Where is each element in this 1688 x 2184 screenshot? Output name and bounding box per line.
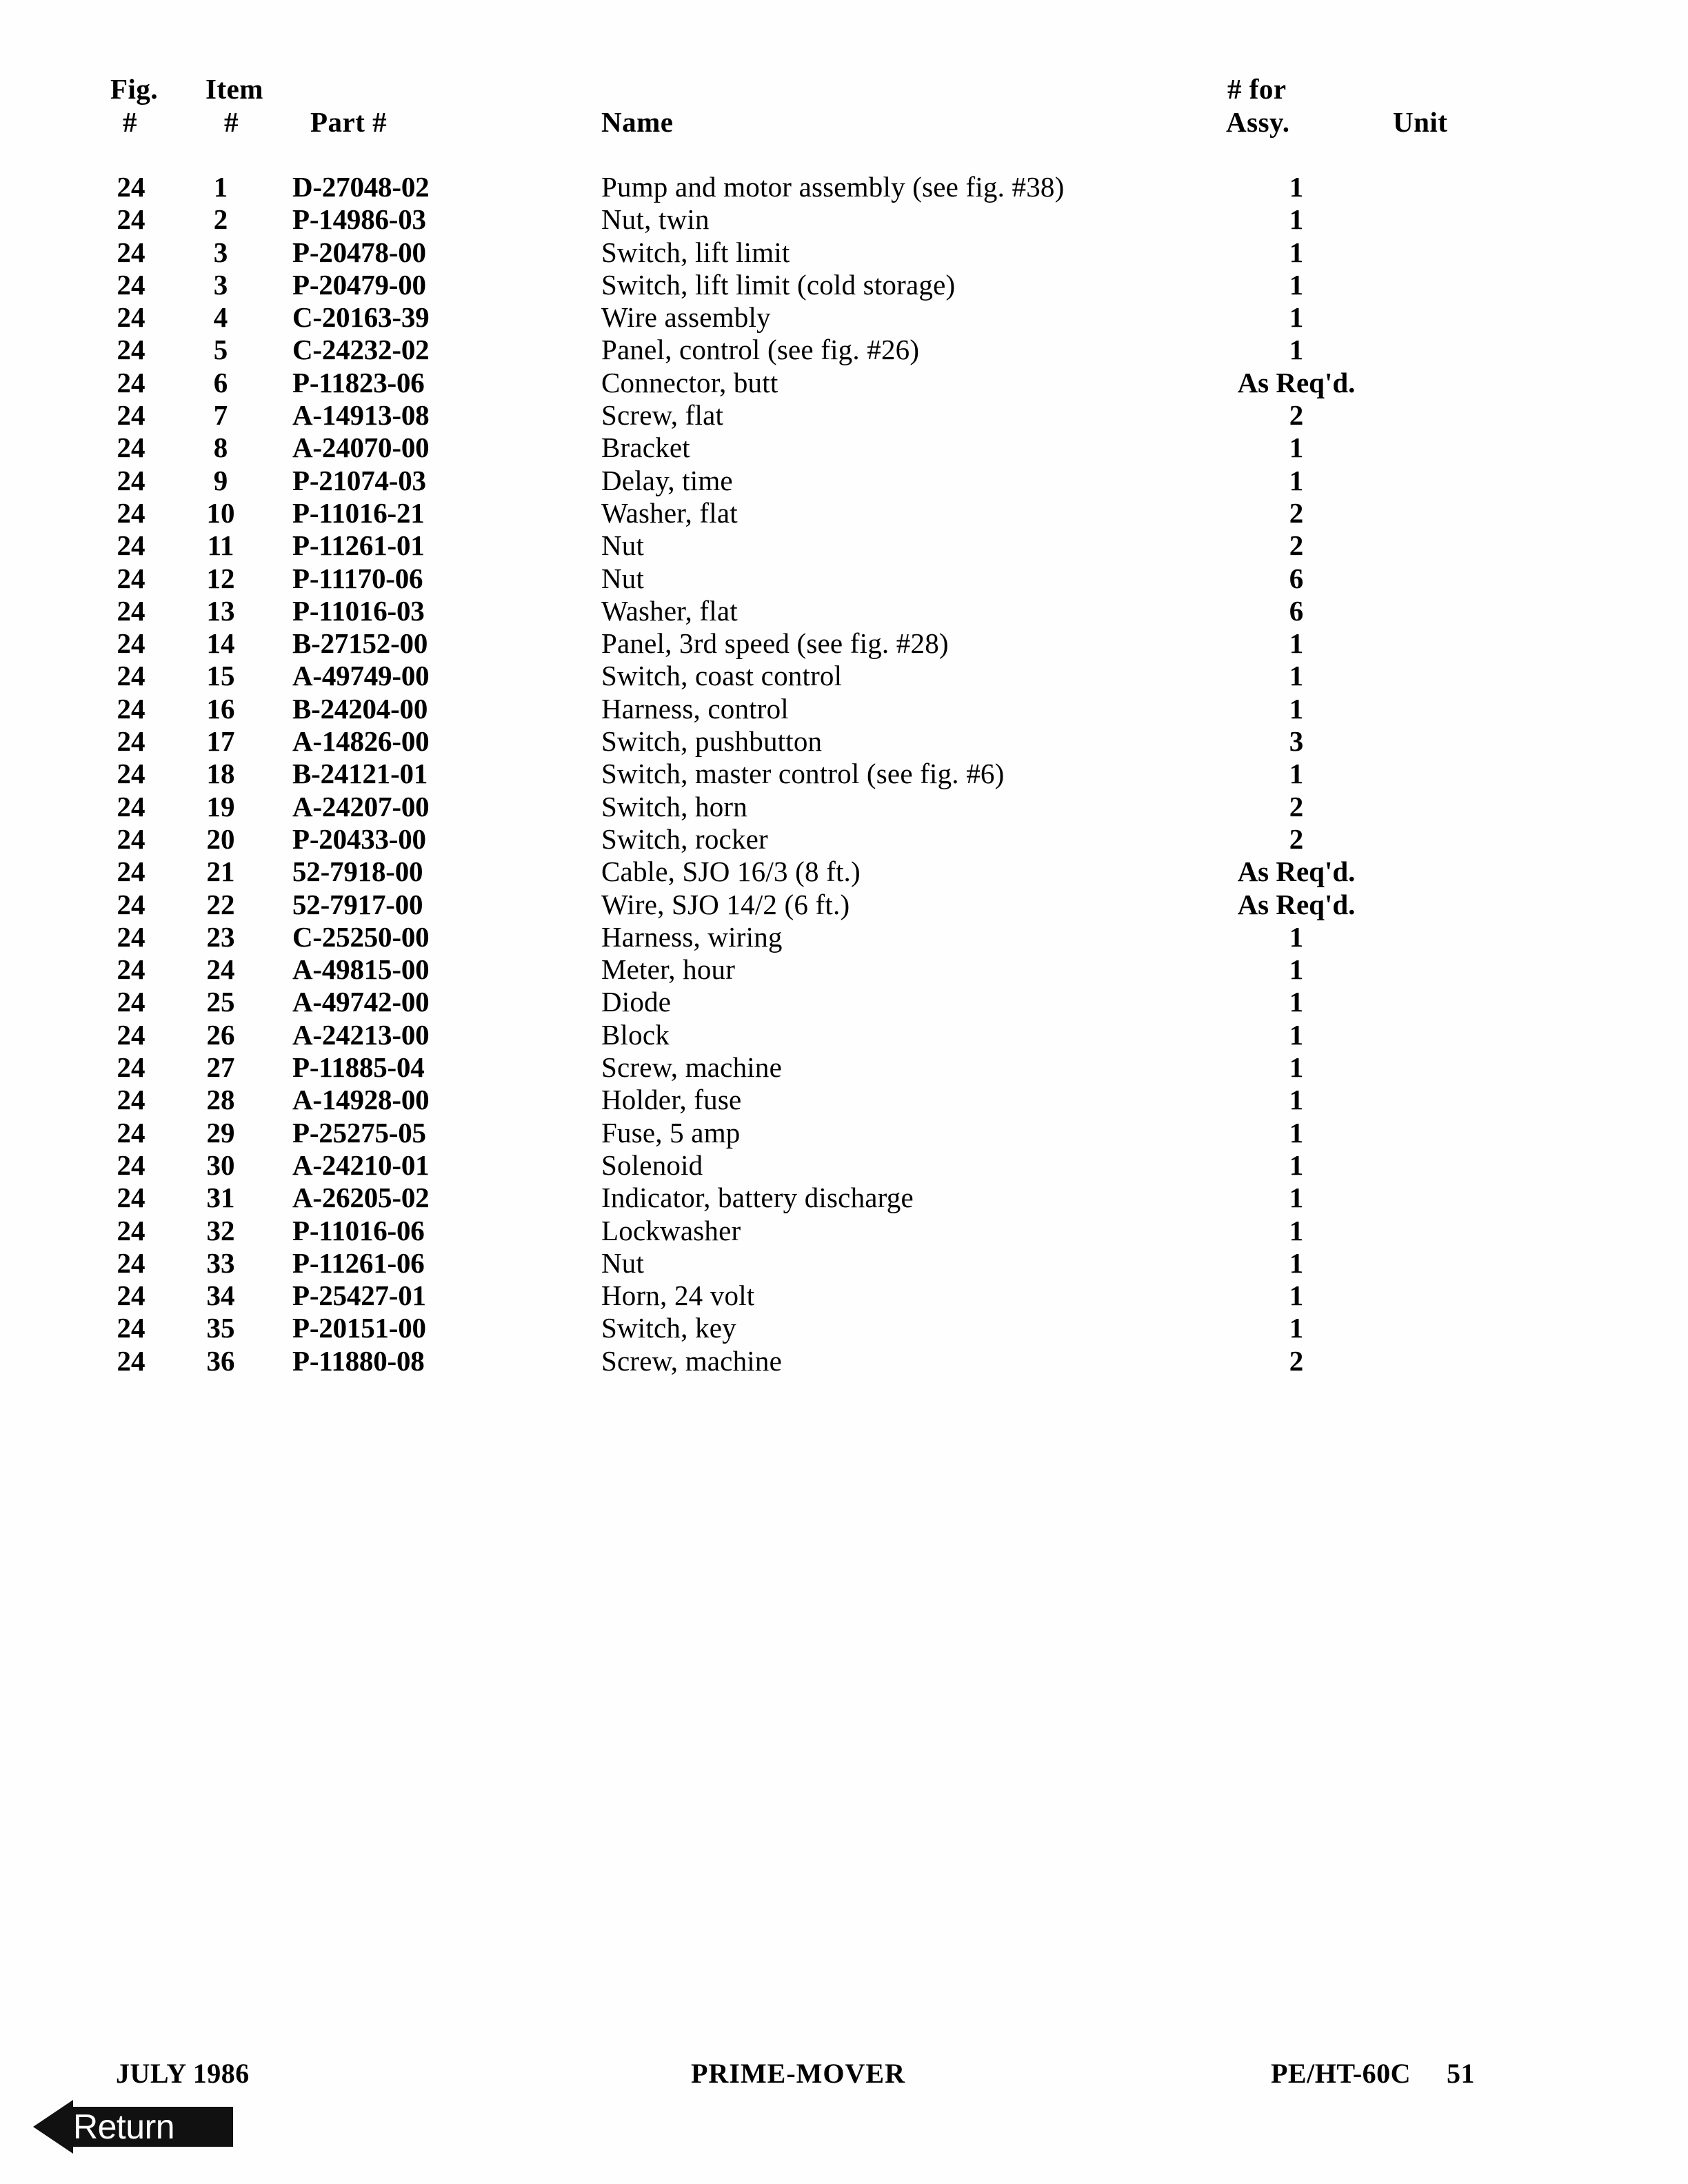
table-row bbox=[0, 1051, 1688, 1084]
cell-item-number: 19 bbox=[206, 790, 235, 822]
cell-fig-number: 24 bbox=[117, 366, 145, 398]
cell-fig-number: 24 bbox=[117, 758, 145, 790]
cell-fig-number: 24 bbox=[117, 1246, 145, 1279]
cell-qty-for-assy: 1 bbox=[1289, 1116, 1304, 1149]
table-row bbox=[0, 595, 1688, 627]
cell-qty-for-assy: As Req'd. bbox=[1237, 856, 1356, 888]
header-item-line2: # bbox=[224, 106, 239, 138]
cell-part-name: Switch, horn bbox=[601, 790, 747, 822]
table-header bbox=[0, 69, 1688, 159]
cell-qty-for-assy: 1 bbox=[1289, 1280, 1304, 1312]
cell-item-number: 4 bbox=[213, 301, 228, 334]
cell-part-name: Indicator, battery discharge bbox=[601, 1182, 914, 1214]
cell-item-number: 36 bbox=[206, 1344, 235, 1377]
table-row bbox=[0, 660, 1688, 692]
cell-qty-for-assy: 1 bbox=[1289, 171, 1304, 203]
cell-qty-for-assy: 1 bbox=[1289, 1246, 1304, 1279]
cell-fig-number: 24 bbox=[117, 660, 145, 692]
cell-part-number: A-49815-00 bbox=[292, 953, 430, 986]
cell-fig-number: 24 bbox=[117, 1116, 145, 1149]
cell-part-number: P-14986-03 bbox=[292, 203, 426, 236]
cell-part-number: P-11885-04 bbox=[292, 1051, 425, 1084]
cell-item-number: 30 bbox=[206, 1149, 235, 1181]
cell-part-number: B-24121-01 bbox=[292, 758, 428, 790]
cell-fig-number: 24 bbox=[117, 1344, 145, 1377]
cell-fig-number: 24 bbox=[117, 334, 145, 366]
cell-item-number: 35 bbox=[206, 1312, 235, 1344]
parts-table bbox=[0, 171, 1688, 1377]
cell-part-number: 52-7917-00 bbox=[292, 888, 423, 920]
table-row bbox=[0, 203, 1688, 236]
cell-fig-number: 24 bbox=[117, 236, 145, 268]
cell-part-number: 52-7918-00 bbox=[292, 856, 423, 888]
cell-part-number: P-25275-05 bbox=[292, 1116, 426, 1149]
cell-item-number: 28 bbox=[206, 1084, 235, 1116]
table-row bbox=[0, 823, 1688, 856]
header-assy-line2: Assy. bbox=[1226, 106, 1290, 138]
table-row bbox=[0, 529, 1688, 562]
cell-part-number: P-11016-03 bbox=[292, 594, 425, 627]
cell-part-name: Connector, butt bbox=[601, 366, 778, 398]
table-row bbox=[0, 1312, 1688, 1344]
cell-qty-for-assy: 1 bbox=[1289, 203, 1304, 236]
cell-fig-number: 24 bbox=[117, 986, 145, 1018]
cell-item-number: 22 bbox=[206, 888, 235, 920]
cell-part-name: Washer, flat bbox=[601, 594, 738, 627]
cell-item-number: 29 bbox=[206, 1116, 235, 1149]
cell-item-number: 10 bbox=[206, 496, 235, 529]
cell-fig-number: 24 bbox=[117, 1214, 145, 1246]
cell-qty-for-assy: 2 bbox=[1289, 790, 1304, 822]
cell-qty-for-assy: 1 bbox=[1289, 1149, 1304, 1181]
cell-part-number: P-11016-06 bbox=[292, 1214, 425, 1246]
table-row bbox=[0, 627, 1688, 660]
cell-item-number: 1 bbox=[213, 171, 228, 203]
cell-qty-for-assy: 1 bbox=[1289, 1051, 1304, 1084]
cell-qty-for-assy: 1 bbox=[1289, 692, 1304, 725]
table-row bbox=[0, 301, 1688, 334]
cell-item-number: 13 bbox=[206, 594, 235, 627]
cell-part-number: A-24213-00 bbox=[292, 1018, 430, 1051]
cell-item-number: 2 bbox=[213, 203, 228, 236]
cell-part-number: P-20433-00 bbox=[292, 822, 426, 855]
cell-fig-number: 24 bbox=[117, 562, 145, 594]
cell-fig-number: 24 bbox=[117, 529, 145, 562]
cell-qty-for-assy: As Req'd. bbox=[1237, 366, 1356, 398]
cell-item-number: 14 bbox=[206, 627, 235, 660]
table-row bbox=[0, 1084, 1688, 1116]
cell-item-number: 17 bbox=[206, 725, 235, 758]
cell-qty-for-assy: 1 bbox=[1289, 986, 1304, 1018]
cell-qty-for-assy: 1 bbox=[1289, 464, 1304, 496]
cell-part-name: Lockwasher bbox=[601, 1214, 741, 1246]
cell-qty-for-assy: 1 bbox=[1289, 1214, 1304, 1246]
cell-qty-for-assy: 1 bbox=[1289, 1018, 1304, 1051]
return-button[interactable] bbox=[33, 2100, 233, 2154]
table-row bbox=[0, 791, 1688, 823]
cell-part-number: C-24232-02 bbox=[292, 334, 430, 366]
cell-fig-number: 24 bbox=[117, 1084, 145, 1116]
cell-item-number: 26 bbox=[206, 1018, 235, 1051]
header-fig-line2: # bbox=[123, 106, 137, 138]
table-row bbox=[0, 889, 1688, 921]
table-row bbox=[0, 465, 1688, 497]
cell-qty-for-assy: 2 bbox=[1289, 822, 1304, 855]
table-row bbox=[0, 856, 1688, 888]
cell-item-number: 34 bbox=[206, 1280, 235, 1312]
cell-fig-number: 24 bbox=[117, 432, 145, 464]
cell-item-number: 23 bbox=[206, 920, 235, 953]
cell-part-name: Screw, flat bbox=[601, 399, 724, 432]
cell-part-name: Nut, twin bbox=[601, 203, 710, 236]
cell-fig-number: 24 bbox=[117, 171, 145, 203]
cell-fig-number: 24 bbox=[117, 496, 145, 529]
cell-item-number: 33 bbox=[206, 1246, 235, 1279]
cell-qty-for-assy: 2 bbox=[1289, 496, 1304, 529]
table-row bbox=[0, 1117, 1688, 1149]
cell-qty-for-assy: 6 bbox=[1289, 562, 1304, 594]
cell-part-number: A-14913-08 bbox=[292, 399, 430, 432]
cell-fig-number: 24 bbox=[117, 1280, 145, 1312]
cell-part-name: Washer, flat bbox=[601, 496, 738, 529]
table-row bbox=[0, 334, 1688, 366]
cell-part-name: Meter, hour bbox=[601, 953, 736, 986]
cell-part-number: A-49749-00 bbox=[292, 660, 430, 692]
table-row bbox=[0, 1280, 1688, 1312]
cell-qty-for-assy: 1 bbox=[1289, 1312, 1304, 1344]
cell-part-name: Diode bbox=[601, 986, 672, 1018]
cell-part-number: A-26205-02 bbox=[292, 1182, 430, 1214]
page-footer bbox=[0, 2057, 1688, 2112]
cell-part-name: Switch, coast control bbox=[601, 660, 843, 692]
cell-qty-for-assy: 1 bbox=[1289, 236, 1304, 268]
table-row bbox=[0, 563, 1688, 595]
cell-item-number: 11 bbox=[207, 529, 234, 562]
cell-fig-number: 24 bbox=[117, 822, 145, 855]
cell-item-number: 32 bbox=[206, 1214, 235, 1246]
table-row bbox=[0, 758, 1688, 790]
cell-fig-number: 24 bbox=[117, 464, 145, 496]
cell-item-number: 24 bbox=[206, 953, 235, 986]
cell-fig-number: 24 bbox=[117, 1149, 145, 1181]
cell-item-number: 16 bbox=[206, 692, 235, 725]
cell-part-number: B-24204-00 bbox=[292, 692, 428, 725]
cell-part-name: Holder, fuse bbox=[601, 1084, 742, 1116]
cell-part-number: P-11261-01 bbox=[292, 529, 425, 562]
header-unit: Unit bbox=[1393, 106, 1448, 138]
table-row bbox=[0, 269, 1688, 301]
cell-part-number: P-20478-00 bbox=[292, 236, 426, 268]
table-row bbox=[0, 236, 1688, 269]
cell-fig-number: 24 bbox=[117, 692, 145, 725]
cell-item-number: 15 bbox=[206, 660, 235, 692]
cell-part-number: C-25250-00 bbox=[292, 920, 430, 953]
table-row bbox=[0, 1247, 1688, 1280]
footer-title: PRIME-MOVER bbox=[691, 2058, 905, 2089]
cell-qty-for-assy: As Req'd. bbox=[1237, 888, 1356, 920]
cell-part-name: Delay, time bbox=[601, 464, 733, 496]
cell-fig-number: 24 bbox=[117, 1312, 145, 1344]
cell-part-name: Solenoid bbox=[601, 1149, 703, 1181]
table-row bbox=[0, 953, 1688, 986]
cell-part-number: A-24207-00 bbox=[292, 790, 430, 822]
cell-part-name: Switch, lift limit bbox=[601, 236, 790, 268]
header-fig-line1: Fig. bbox=[110, 73, 159, 105]
cell-qty-for-assy: 2 bbox=[1289, 529, 1304, 562]
cell-part-name: Switch, key bbox=[601, 1312, 736, 1344]
cell-item-number: 31 bbox=[206, 1182, 235, 1214]
cell-item-number: 3 bbox=[213, 268, 228, 301]
cell-qty-for-assy: 1 bbox=[1289, 301, 1304, 334]
table-row bbox=[0, 986, 1688, 1018]
cell-fig-number: 24 bbox=[117, 399, 145, 432]
cell-part-number: P-11261-06 bbox=[292, 1246, 425, 1279]
cell-item-number: 7 bbox=[213, 399, 228, 432]
cell-part-name: Wire, SJO 14/2 (6 ft.) bbox=[601, 888, 850, 920]
cell-qty-for-assy: 2 bbox=[1289, 399, 1304, 432]
cell-part-name: Switch, master control (see fig. #6) bbox=[601, 758, 1005, 790]
cell-part-name: Bracket bbox=[601, 432, 690, 464]
cell-fig-number: 24 bbox=[117, 953, 145, 986]
cell-part-name: Harness, wiring bbox=[601, 920, 783, 953]
cell-part-name: Panel, control (see fig. #26) bbox=[601, 334, 920, 366]
cell-part-number: P-20151-00 bbox=[292, 1312, 426, 1344]
cell-qty-for-assy: 1 bbox=[1289, 660, 1304, 692]
return-button-label: Return bbox=[73, 2107, 175, 2146]
table-row bbox=[0, 693, 1688, 725]
cell-item-number: 27 bbox=[206, 1051, 235, 1084]
table-row bbox=[0, 921, 1688, 953]
cell-item-number: 25 bbox=[206, 986, 235, 1018]
cell-part-number: P-11016-21 bbox=[292, 496, 425, 529]
cell-item-number: 8 bbox=[213, 432, 228, 464]
cell-part-number: D-27048-02 bbox=[292, 171, 430, 203]
cell-item-number: 12 bbox=[206, 562, 235, 594]
cell-item-number: 9 bbox=[213, 464, 228, 496]
cell-qty-for-assy: 1 bbox=[1289, 334, 1304, 366]
cell-part-number: A-24070-00 bbox=[292, 432, 430, 464]
table-row bbox=[0, 497, 1688, 529]
cell-fig-number: 24 bbox=[117, 888, 145, 920]
cell-part-number: A-14928-00 bbox=[292, 1084, 430, 1116]
cell-fig-number: 24 bbox=[117, 268, 145, 301]
table-row bbox=[0, 171, 1688, 203]
table-row bbox=[0, 432, 1688, 464]
cell-part-name: Screw, machine bbox=[601, 1051, 782, 1084]
cell-fig-number: 24 bbox=[117, 301, 145, 334]
left-arrow-icon bbox=[33, 2100, 233, 2154]
table-row bbox=[0, 1215, 1688, 1247]
table-row bbox=[0, 1019, 1688, 1051]
header-name: Name bbox=[601, 106, 674, 138]
cell-fig-number: 24 bbox=[117, 203, 145, 236]
cell-part-name: Nut bbox=[601, 562, 645, 594]
cell-qty-for-assy: 1 bbox=[1289, 920, 1304, 953]
cell-item-number: 6 bbox=[213, 366, 228, 398]
cell-qty-for-assy: 1 bbox=[1289, 432, 1304, 464]
footer-doc-number: PE/HT-60C bbox=[1271, 2058, 1411, 2089]
cell-part-number: A-24210-01 bbox=[292, 1149, 430, 1181]
cell-part-name: Screw, machine bbox=[601, 1344, 782, 1377]
cell-part-name: Fuse, 5 amp bbox=[601, 1116, 741, 1149]
footer-date: JULY 1986 bbox=[116, 2058, 250, 2089]
cell-part-name: Switch, pushbutton bbox=[601, 725, 823, 758]
cell-fig-number: 24 bbox=[117, 627, 145, 660]
cell-qty-for-assy: 3 bbox=[1289, 725, 1304, 758]
cell-part-name: Nut bbox=[601, 1246, 645, 1279]
cell-part-number: P-20479-00 bbox=[292, 268, 426, 301]
cell-fig-number: 24 bbox=[117, 1018, 145, 1051]
cell-qty-for-assy: 6 bbox=[1289, 594, 1304, 627]
cell-part-number: B-27152-00 bbox=[292, 627, 428, 660]
header-part-number: Part # bbox=[310, 106, 388, 138]
cell-item-number: 18 bbox=[206, 758, 235, 790]
table-row bbox=[0, 725, 1688, 758]
table-row bbox=[0, 1182, 1688, 1214]
cell-part-name: Horn, 24 volt bbox=[601, 1280, 755, 1312]
header-item-line1: Item bbox=[205, 73, 263, 105]
cell-qty-for-assy: 1 bbox=[1289, 1084, 1304, 1116]
cell-part-name: Nut bbox=[601, 529, 645, 562]
table-row bbox=[0, 1345, 1688, 1377]
cell-fig-number: 24 bbox=[117, 856, 145, 888]
table-row bbox=[0, 367, 1688, 399]
cell-qty-for-assy: 1 bbox=[1289, 758, 1304, 790]
cell-fig-number: 24 bbox=[117, 594, 145, 627]
cell-part-number: P-11170-06 bbox=[292, 562, 423, 594]
cell-fig-number: 24 bbox=[117, 1182, 145, 1214]
cell-qty-for-assy: 2 bbox=[1289, 1344, 1304, 1377]
table-row bbox=[0, 399, 1688, 432]
cell-qty-for-assy: 1 bbox=[1289, 268, 1304, 301]
cell-part-number: A-14826-00 bbox=[292, 725, 430, 758]
cell-part-name: Cable, SJO 16/3 (8 ft.) bbox=[601, 856, 861, 888]
cell-part-number: P-21074-03 bbox=[292, 464, 426, 496]
table-row bbox=[0, 1149, 1688, 1182]
cell-item-number: 5 bbox=[213, 334, 228, 366]
header-assy-line1: # for bbox=[1227, 73, 1287, 105]
cell-part-number: P-11823-06 bbox=[292, 366, 425, 398]
cell-part-number: P-25427-01 bbox=[292, 1280, 426, 1312]
cell-part-number: A-49742-00 bbox=[292, 986, 430, 1018]
cell-item-number: 20 bbox=[206, 822, 235, 855]
cell-part-name: Block bbox=[601, 1018, 670, 1051]
cell-fig-number: 24 bbox=[117, 920, 145, 953]
cell-qty-for-assy: 1 bbox=[1289, 953, 1304, 986]
cell-qty-for-assy: 1 bbox=[1289, 1182, 1304, 1214]
cell-part-name: Switch, rocker bbox=[601, 822, 768, 855]
cell-qty-for-assy: 1 bbox=[1289, 627, 1304, 660]
cell-fig-number: 24 bbox=[117, 790, 145, 822]
cell-part-name: Pump and motor assembly (see fig. #38) bbox=[601, 171, 1065, 203]
cell-part-name: Harness, control bbox=[601, 692, 789, 725]
cell-part-name: Switch, lift limit (cold storage) bbox=[601, 268, 956, 301]
cell-part-number: C-20163-39 bbox=[292, 301, 430, 334]
footer-page-number: 51 bbox=[1447, 2058, 1475, 2089]
cell-fig-number: 24 bbox=[117, 1051, 145, 1084]
cell-fig-number: 24 bbox=[117, 725, 145, 758]
cell-part-name: Panel, 3rd speed (see fig. #28) bbox=[601, 627, 949, 660]
cell-item-number: 3 bbox=[213, 236, 228, 268]
cell-part-name: Wire assembly bbox=[601, 301, 771, 334]
cell-part-number: P-11880-08 bbox=[292, 1344, 425, 1377]
cell-item-number: 21 bbox=[206, 856, 235, 888]
